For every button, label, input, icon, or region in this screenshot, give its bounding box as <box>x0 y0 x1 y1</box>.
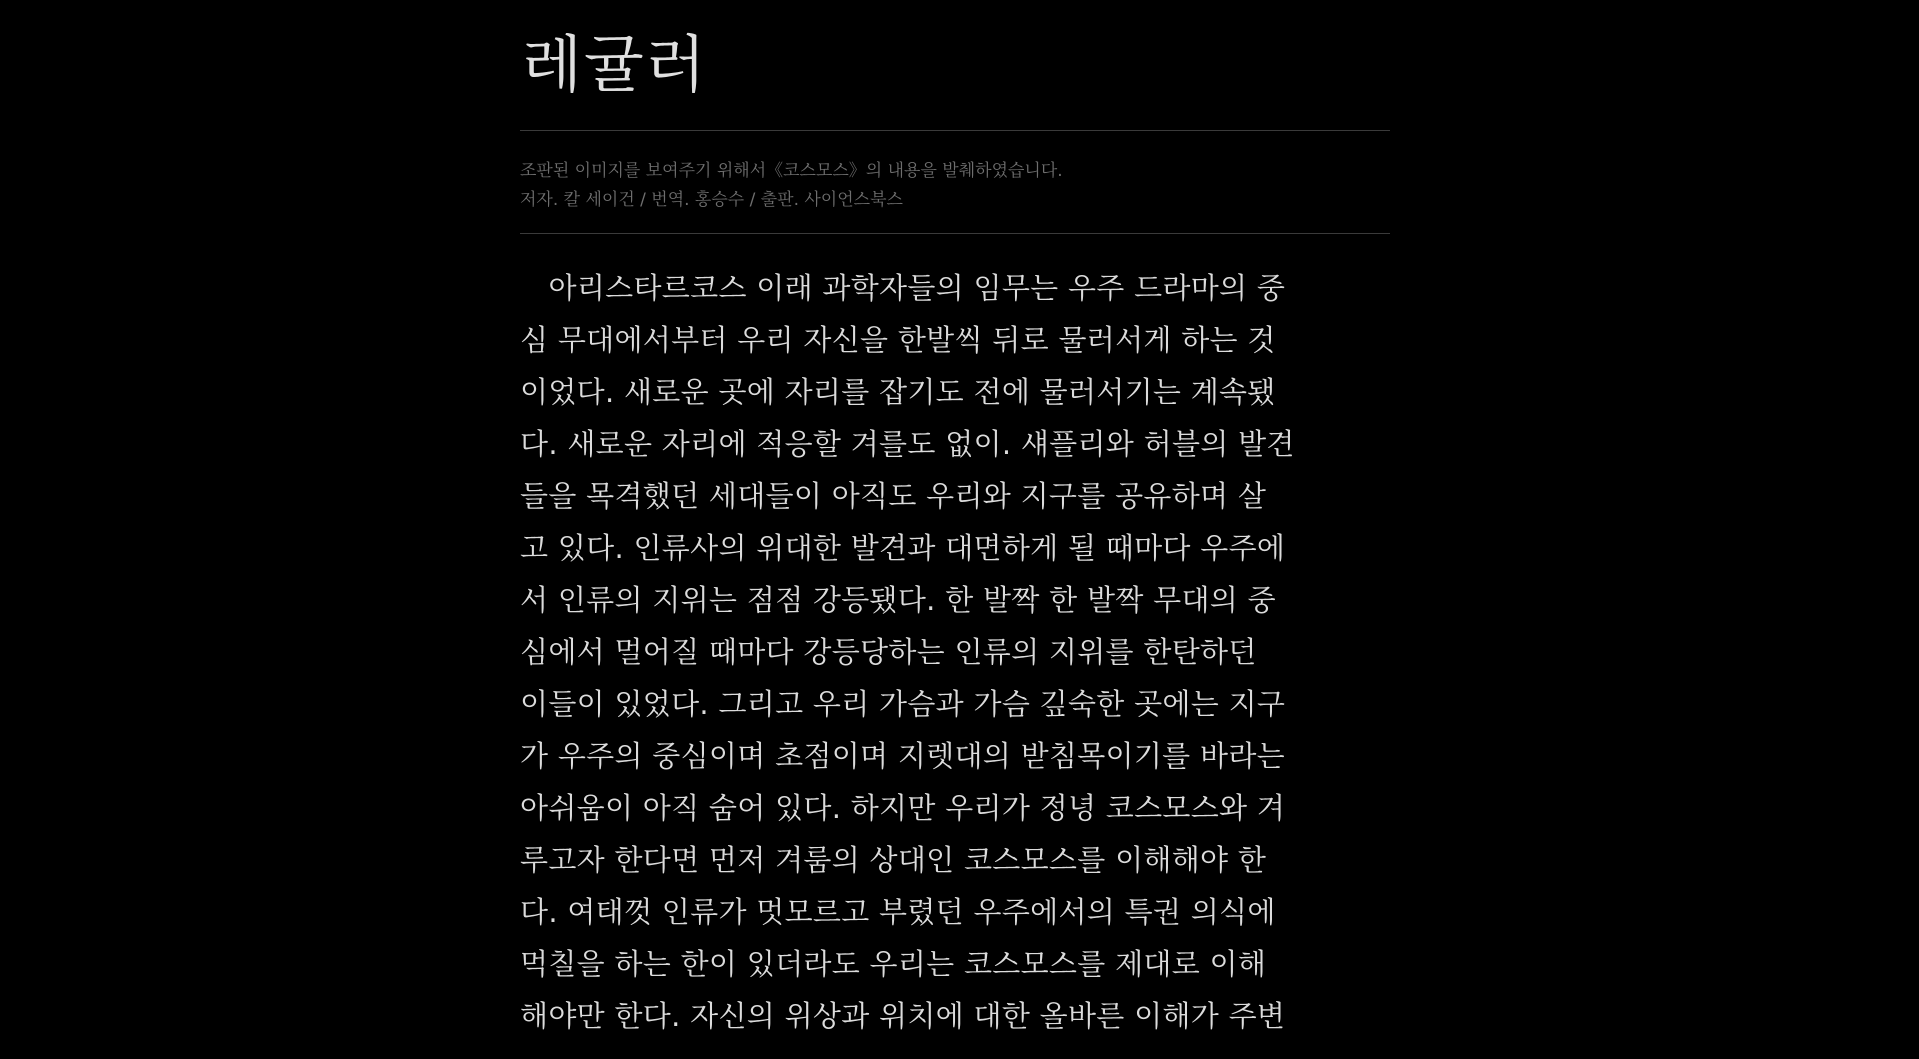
body-line: 고 있다. 인류사의 위대한 발견과 대면하게 될 때마다 우주에 <box>520 531 1286 565</box>
body-line: 아리스타르코스 이래 과학자들의 임무는 우주 드라마의 중 <box>520 271 1286 305</box>
body-line: 해야만 한다. 자신의 위상과 위치에 대한 올바른 이해가 주변 <box>520 999 1286 1033</box>
body-line: 심에서 멀어질 때마다 강등당하는 인류의 지위를 한탄하던 <box>520 635 1257 669</box>
body-line: 루고자 한다면 먼저 겨룸의 상대인 코스모스를 이해해야 한 <box>520 843 1267 877</box>
body-line: 먹칠을 하는 한이 있더라도 우리는 코스모스를 제대로 이해 <box>520 947 1267 981</box>
document-meta <box>520 157 1390 215</box>
body-line: 이들이 있었다. 그리고 우리 가슴과 가슴 깊숙한 곳에는 지구 <box>520 687 1286 721</box>
body-line: 서 인류의 지위는 점점 강등됐다. 한 발짝 한 발짝 무대의 중 <box>520 583 1276 617</box>
meta-divider <box>520 233 1390 234</box>
body-line: 아쉬움이 아직 숨어 있다. 하지만 우리가 정녕 코스모스와 겨 <box>520 791 1286 825</box>
body-text <box>520 262 1400 1042</box>
body-line: 들을 목격했던 세대들이 아직도 우리와 지구를 공유하며 살 <box>520 479 1267 513</box>
excerpt-note: 조판된 이미지를 보여주기 위해서《코스모스》의 내용을 발췌하였습니다. <box>520 161 1063 181</box>
body-line: 가 우주의 중심이며 초점이며 지렛대의 받침목이기를 바라는 <box>520 739 1285 773</box>
body-line: 심 무대에서부터 우리 자신을 한발씩 뒤로 물러서게 하는 것 <box>520 323 1276 357</box>
body-line: 다. 새로운 자리에 적응할 겨를도 없이. 섀플리와 허블의 발견 <box>520 427 1295 461</box>
body-line: 다. 여태껏 인류가 멋모르고 부렸던 우주에서의 특권 의식에 <box>520 895 1276 929</box>
page-title: 레귤러 <box>522 28 708 101</box>
document-page <box>520 0 1390 1042</box>
title-divider <box>520 130 1390 131</box>
credits-line: 저자. 칼 세이건 / 번역. 홍승수 / 출판. 사이언스북스 <box>520 190 903 210</box>
body-line: 이었다. 새로운 곳에 자리를 잡기도 전에 물러서기는 계속됐 <box>520 375 1276 409</box>
